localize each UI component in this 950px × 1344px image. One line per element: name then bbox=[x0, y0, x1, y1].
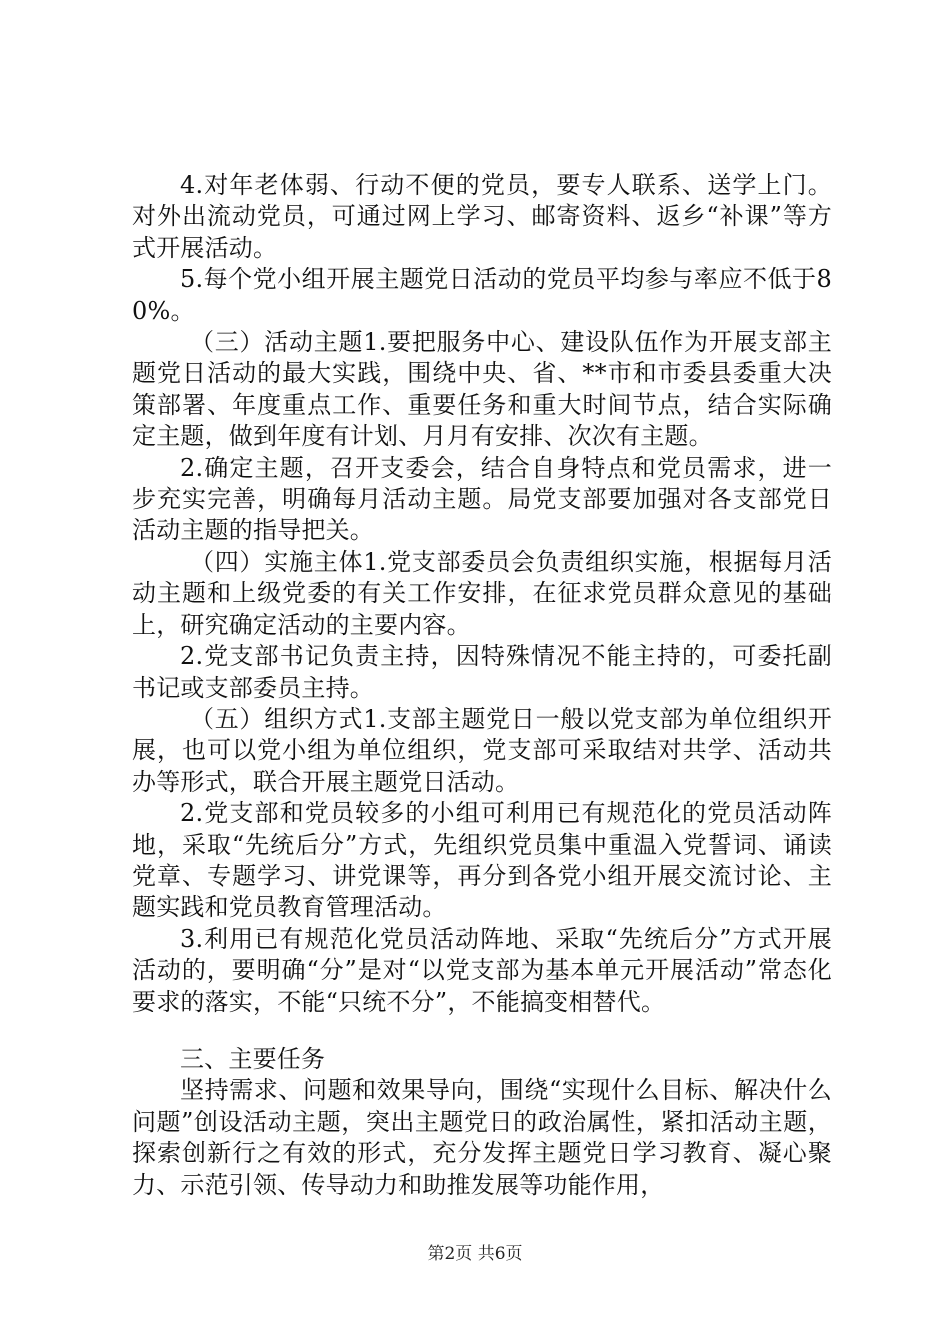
paragraph-item-4: 4.对年老体弱、行动不便的党员，要专人联系、送学上门。对外出流动党员，可通过网上学习、邮寄资料、返乡“补课”等方式开展活动。 bbox=[132, 171, 832, 262]
document-body bbox=[132, 170, 832, 1201]
paragraph-activity-venue: 2.党支部和党员较多的小组可利用已有规范化的党员活动阵地，采取“先统后分”方式，先组织党员集中重温入党誓词、诵读党章、专题学习、讲党课等，再分到各党小组开展交流讨论、主题实践和党员教育管理活动。 bbox=[132, 799, 832, 922]
paragraph-main-tasks: 坚持需求、问题和效果导向，围绕“实现什么目标、解决什么问题”创设活动主题，突出主题党日的政治属性，紧扣活动主题，探索创新行之有效的形式，充分发挥主题党日学习教育、凝心聚力、示范引领、传导动力和助推发展等功能作用， bbox=[132, 1076, 832, 1199]
page-footer: 第2页 共6页 bbox=[427, 1244, 523, 1264]
paragraph-unified-then-split: 3.利用已有规范化党员活动阵地、采取“先统后分”方式开展活动的，要明确“分”是对“以党支部为基本单元开展活动”常态化要求的落实，不能“只统不分”，不能搞变相替代。 bbox=[132, 924, 832, 1016]
section-spacer bbox=[132, 1018, 832, 1044]
paragraph-secretary-host: 2.党支部书记负责主持，因特殊情况不能主持的，可委托副书记或支部委员主持。 bbox=[132, 642, 832, 702]
section-heading: 三、主要任务 bbox=[180, 1044, 326, 1073]
paragraph-organization-method: （五）组织方式1.支部主题党日一般以党支部为单位组织开展，也可以党小组为单位组织，党支部可采取结对共学、活动共办等形式，联合开展主题党日活动。 bbox=[132, 704, 832, 796]
paragraph-implementation-subject: （四）实施主体1.党支部委员会负责组织实施，根据每月活动主题和上级党委的有关工作安排，在征求党员群众意见的基础上，研究确定活动的主要内容。 bbox=[132, 547, 832, 639]
paragraph-theme-determination: 2.确定主题，召开支委会，结合自身特点和党员需求，进一步充实完善，明确每月活动主题。局党支部要加强对各支部党日活动主题的指导把关。 bbox=[132, 453, 832, 545]
paragraph-activity-theme: （三）活动主题1.要把服务中心、建设队伍作为开展支部主题党日活动的最大实践，围绕中央、省、**市和市委县委重大决策部署、年度重点工作、重要任务和重大时间节点，结合实际确定主题，做到年度有计划、月月有安排、次次有主题。 bbox=[132, 328, 832, 451]
paragraph-item-5: 5.每个党小组开展主题党日活动的党员平均参与率应不低于80%。 bbox=[132, 265, 832, 325]
